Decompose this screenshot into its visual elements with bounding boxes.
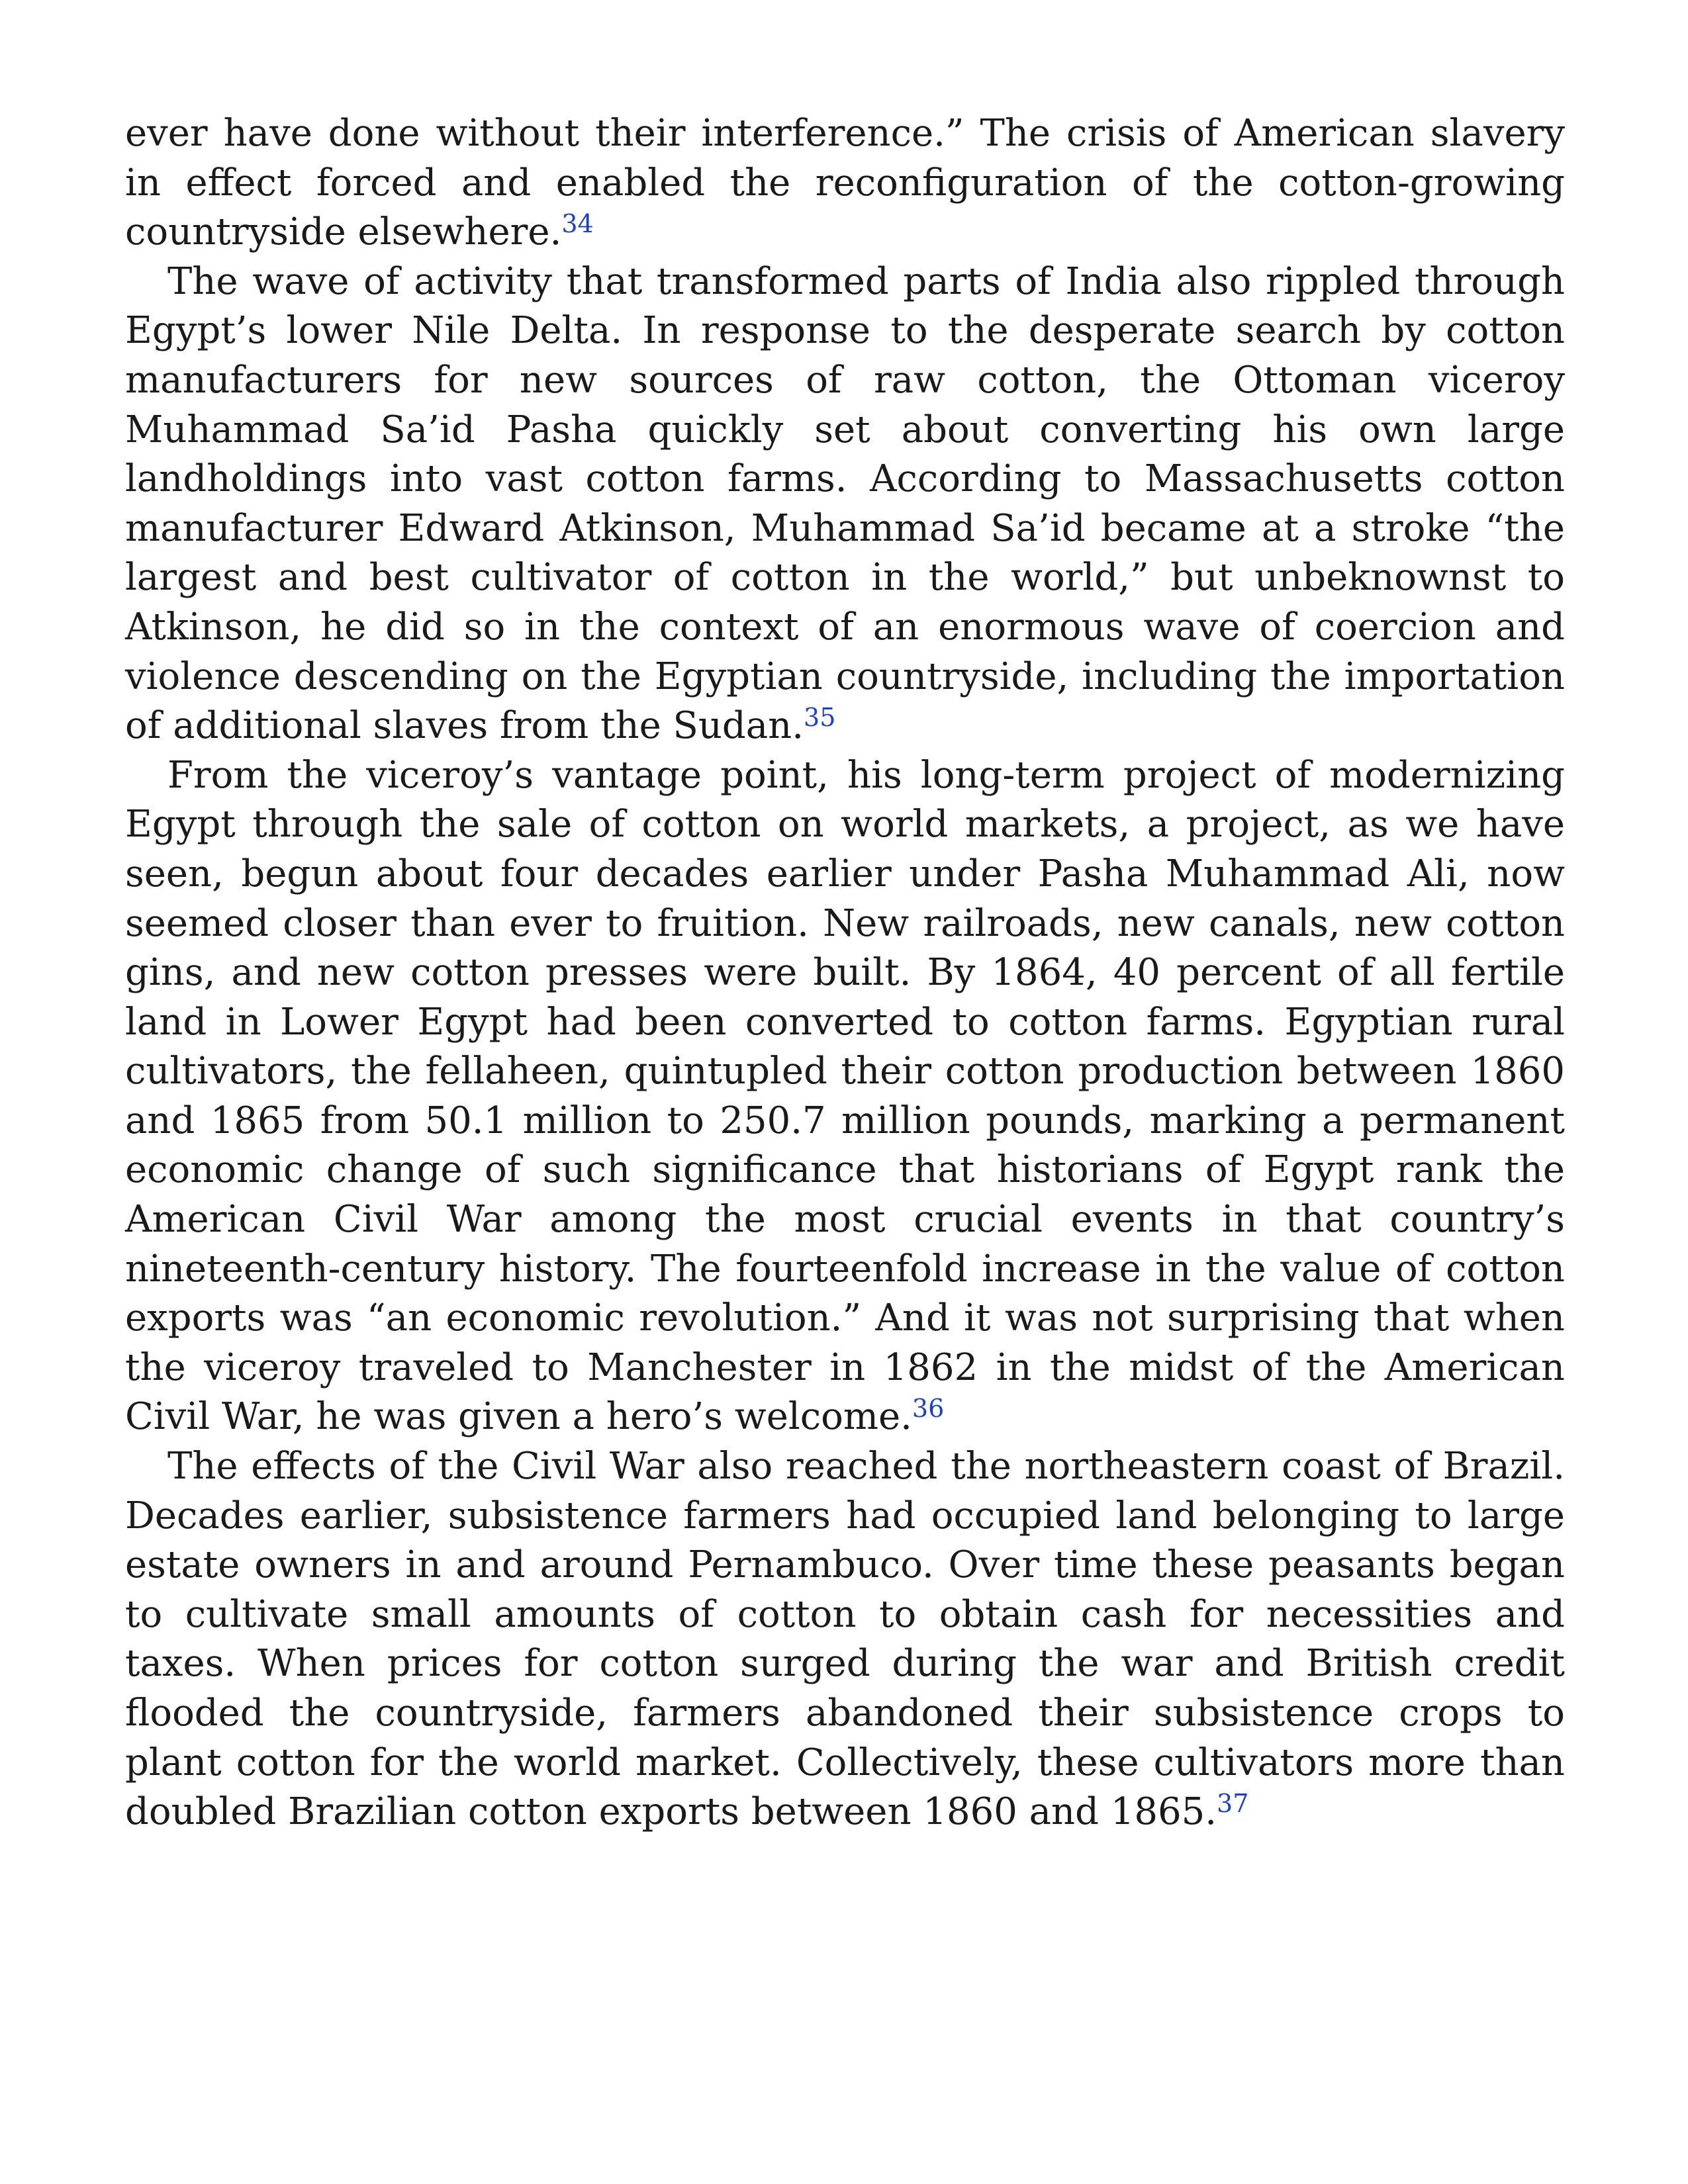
- paragraph-2: [125, 257, 1565, 751]
- paragraph-1: [125, 109, 1565, 257]
- footnote-link-37[interactable]: 37: [1217, 1789, 1249, 1819]
- paragraph-text: The wave of activity that transformed parts of India also rippled through Egypt’s lower Nile Delta. In response to the desperate search by cotton manufacturers for new sources of raw cotton, the Ottoman viceroy Muhammad Sa’id Pasha quickly set about converting his own large landholdings into vast cotton farms. According to Massachusetts cotton manufacturer Edward Atkinson, Muhammad Sa’id became at a stroke “the largest and best cultivator of cotton in the world,” but unbeknownst to Atkinson, he did so in the context of an enormous wave of coercion and violence descending on the Egyptian countryside, including the importation of additional slaves from the Sudan.: [125, 259, 1565, 748]
- paragraph-4: [125, 1442, 1565, 1837]
- paragraph-text: The effects of the Civil War also reached the northeastern coast of Brazil. Decades earlier, subsistence farmers had occupied land belonging to large estate owners in and around Pernambuco. Over time these peasants began to cultivate small amounts of cotton to obtain cash for necessities and taxes. When prices for cotton surged during the war and British credit flooded the countryside, farmers abandoned their subsistence crops to plant cotton for the world market. Collectively, these cultivators more than doubled Brazilian cotton exports between 1860 and 1865.: [125, 1445, 1565, 1834]
- footnote-link-34[interactable]: 34: [561, 209, 594, 239]
- footnote-link-36[interactable]: 36: [912, 1394, 945, 1424]
- paragraph-text: ever have done without their interference.” The crisis of American slavery in effect forced and enabled the reconfiguration of the cotton-growing countryside elsewhere.: [125, 112, 1565, 254]
- paragraph-text: From the viceroy’s vantage point, his long-term project of modernizing Egypt through the sale of cotton on world markets, a project, as we have seen, begun about four decades earlier under Pasha Muhammad Ali, now seemed closer than ever to fruition. New railroads, new canals, new cotton gins, and new cotton presses were built. By 1864, 40 percent of all fertile land in Lower Egypt had been converted to cotton farms. Egyptian rural cultivators, the fellaheen, quintupled their cotton production between 1860 and 1865 from 50.1 million to 250.7 million pounds, marking a permanent economic change of such significance that historians of Egypt rank the American Civil War among the most crucial events in that country’s nineteenth-century history. The fourteenfold increase in the value of cotton exports was “an economic revolution.” And it was not surprising that when the viceroy traveled to Manchester in 1862 in the midst of the American Civil War, he was given a hero’s welcome.: [125, 753, 1565, 1439]
- page-body: [125, 109, 1565, 1837]
- footnote-link-35[interactable]: 35: [804, 703, 836, 733]
- paragraph-3: [125, 751, 1565, 1442]
